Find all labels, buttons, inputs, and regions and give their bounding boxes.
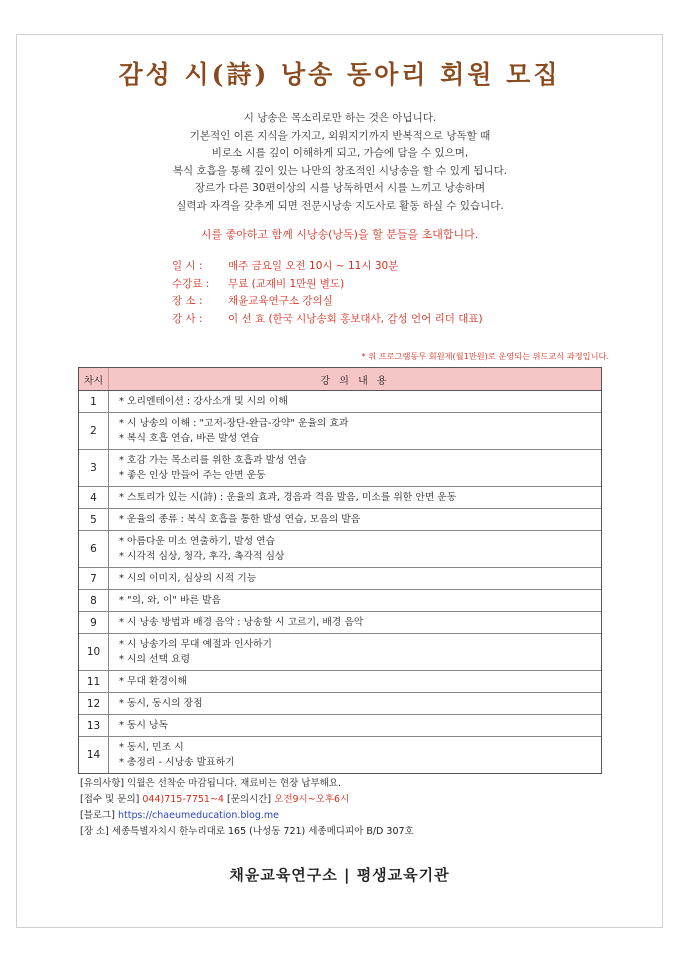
info-label: 수강료 : — [172, 277, 210, 290]
info-row-place — [172, 293, 592, 311]
table-row — [79, 590, 601, 612]
table-body — [79, 391, 601, 773]
session-number: 8 — [79, 590, 109, 611]
session-topic: * 동시, 동시의 장점 — [119, 696, 601, 711]
membership-note: * 위 프로그램동무 회원제(월1만원)로 운영되는 위드교식 과정입니다. — [361, 351, 609, 361]
address-label: [장 소] — [80, 826, 109, 837]
session-topic: * 스토리가 있는 시(詩) : 운율의 효과, 경음과 격음 발음, 미소를 위한 안면 운동 — [119, 490, 601, 505]
info-value: 이 선 효 (한국 시낭송회 홍보대사, 감성 언어 리더 대표) — [228, 312, 483, 325]
session-topic: * 시 낭송가의 무대 예절과 인사하기 — [119, 637, 601, 652]
session-number: 6 — [79, 531, 109, 567]
info-row-time — [172, 258, 592, 276]
session-number: 5 — [79, 509, 109, 530]
info-row-fee — [172, 276, 592, 294]
session-topic: * 아름다운 미소 연출하기, 발성 연습 — [119, 534, 601, 549]
info-row-teacher — [172, 311, 592, 329]
session-topic: * 시 낭송 방법과 배경 음악 : 낭송할 시 고르기, 배경 음악 — [119, 615, 601, 630]
info-label: 일 시 : — [172, 260, 203, 272]
session-topic: * 시의 이미지, 심상의 시적 기능 — [119, 571, 601, 586]
header-content: 강 의 내 용 — [320, 375, 390, 387]
session-topic: * "의, 와, 이" 바른 발음 — [119, 593, 601, 608]
session-topic: * 총정리 - 시낭송 발표하기 — [119, 755, 601, 770]
session-number: 12 — [79, 693, 109, 714]
session-topic: * 동시, 민조 시 — [119, 740, 601, 755]
session-content — [109, 590, 601, 611]
hours-label: [문의시간] — [227, 794, 272, 805]
intro-line: 비로소 시를 깊이 이해하게 되고, 가슴에 담을 수 있으며, — [211, 147, 469, 160]
table-row — [79, 413, 601, 450]
intro-line: 시 낭송은 목소리로만 하는 것은 아닙니다. — [243, 112, 437, 124]
table-row — [79, 612, 601, 634]
contact-label: [접수 및 문의] — [80, 794, 140, 805]
session-content — [109, 413, 601, 449]
session-topic: * 복식 호흡 연습, 바른 발성 연습 — [119, 431, 601, 446]
curriculum-table — [78, 367, 602, 774]
session-number: 11 — [79, 671, 109, 692]
session-topic: * 시의 선택 요령 — [119, 652, 601, 667]
session-content — [109, 391, 601, 412]
session-number: 10 — [79, 634, 109, 670]
contact-phone[interactable]: 044)715-7751~4 — [142, 794, 224, 805]
address-text: 세종특별자치시 한누리대로 165 (나성동 721) 세종메디피아 B/D 307호 — [111, 826, 414, 837]
blog-label: [블로그] — [80, 810, 115, 821]
footer-notice — [80, 776, 620, 792]
invite-text: 시를 좋아하고 함께 시낭송(낭독)을 할 분들을 초대합니다. — [200, 228, 479, 241]
session-topic: * 시 낭송의 이해 : "고저-장단-완급-강약" 운율의 효과 — [119, 416, 601, 431]
session-number: 3 — [79, 450, 109, 486]
table-row — [79, 715, 601, 737]
footer-info — [80, 776, 620, 840]
session-topic: * 동시 낭독 — [119, 718, 601, 733]
table-row — [79, 737, 601, 773]
info-value: 무료 (교재비 1만원 별도) — [228, 277, 345, 290]
session-content — [109, 671, 601, 692]
header-session: 차시 — [79, 368, 109, 390]
session-topic: * 좋은 인상 만들어 주는 안면 운동 — [119, 468, 601, 483]
session-number: 2 — [79, 413, 109, 449]
info-label: 장 소 : — [172, 295, 203, 307]
session-content — [109, 509, 601, 530]
table-row — [79, 634, 601, 671]
footer-contact — [80, 792, 620, 808]
table-header — [79, 368, 601, 391]
blog-link[interactable]: https://chaeumeducation.blog.me — [117, 810, 280, 821]
intro-text — [60, 110, 620, 216]
intro-line: 복식 호흡을 통해 깊이 있는 나만의 창조적인 시낭송을 할 수 있게 됩니다. — [172, 164, 508, 177]
intro-line: 실력과 자격을 갖추게 되면 전문시낭송 지도사로 활동 하실 수 있습니다. — [176, 199, 504, 212]
table-row — [79, 450, 601, 487]
session-number: 14 — [79, 737, 109, 773]
session-content — [109, 715, 601, 736]
session-number: 9 — [79, 612, 109, 633]
page-title: 감성 시(詩) 낭송 동아리 회원 모집 — [118, 60, 561, 89]
contact-hours: 오전9시~오후6시 — [274, 794, 350, 805]
table-row — [79, 693, 601, 715]
session-topic: * 오리엔테이션 : 강사소개 및 시의 이해 — [119, 394, 601, 409]
footer-blog — [80, 808, 620, 824]
session-topic: * 운율의 종류 : 복식 호흡을 통한 발성 연습, 모음의 발음 — [119, 512, 601, 527]
table-row — [79, 531, 601, 568]
session-topic: * 무대 환경이해 — [119, 674, 601, 689]
table-row — [79, 568, 601, 590]
info-value: 매주 금요일 오전 10시 ~ 11시 30분 — [228, 260, 399, 272]
notice-label: [유의사항] — [80, 778, 125, 789]
table-row — [79, 487, 601, 509]
table-row — [79, 391, 601, 413]
class-info — [172, 258, 592, 328]
info-value: 채윤교육연구소 강의실 — [228, 295, 333, 307]
table-row — [79, 509, 601, 531]
session-number: 13 — [79, 715, 109, 736]
session-content — [109, 487, 601, 508]
session-number: 1 — [79, 391, 109, 412]
session-content — [109, 737, 601, 773]
intro-line: 기본적인 이론 지식을 가지고, 외워지기까지 반복적으로 낭독할 때 — [189, 129, 491, 142]
session-number: 4 — [79, 487, 109, 508]
brand-footer: 채윤교육연구소 | 평생교육기관 — [229, 866, 450, 884]
info-label: 강 사 : — [172, 312, 203, 325]
notice-text: 익월은 선착순 마감됩니다. 재료비는 현장 납부해요. — [127, 778, 342, 789]
session-content — [109, 693, 601, 714]
session-topic: * 시각적 심상, 청각, 후각, 촉각적 심상 — [119, 549, 601, 564]
session-content — [109, 531, 601, 567]
session-topic: * 호감 가는 목소리를 위한 호흡과 발성 연습 — [119, 453, 601, 468]
session-content — [109, 450, 601, 486]
session-content — [109, 612, 601, 633]
footer-address — [80, 824, 620, 840]
session-content — [109, 568, 601, 589]
session-number: 7 — [79, 568, 109, 589]
table-row — [79, 671, 601, 693]
session-content — [109, 634, 601, 670]
intro-line: 장르가 다른 30편이상의 시를 낭독하면서 시를 느끼고 낭송하며 — [194, 182, 486, 195]
